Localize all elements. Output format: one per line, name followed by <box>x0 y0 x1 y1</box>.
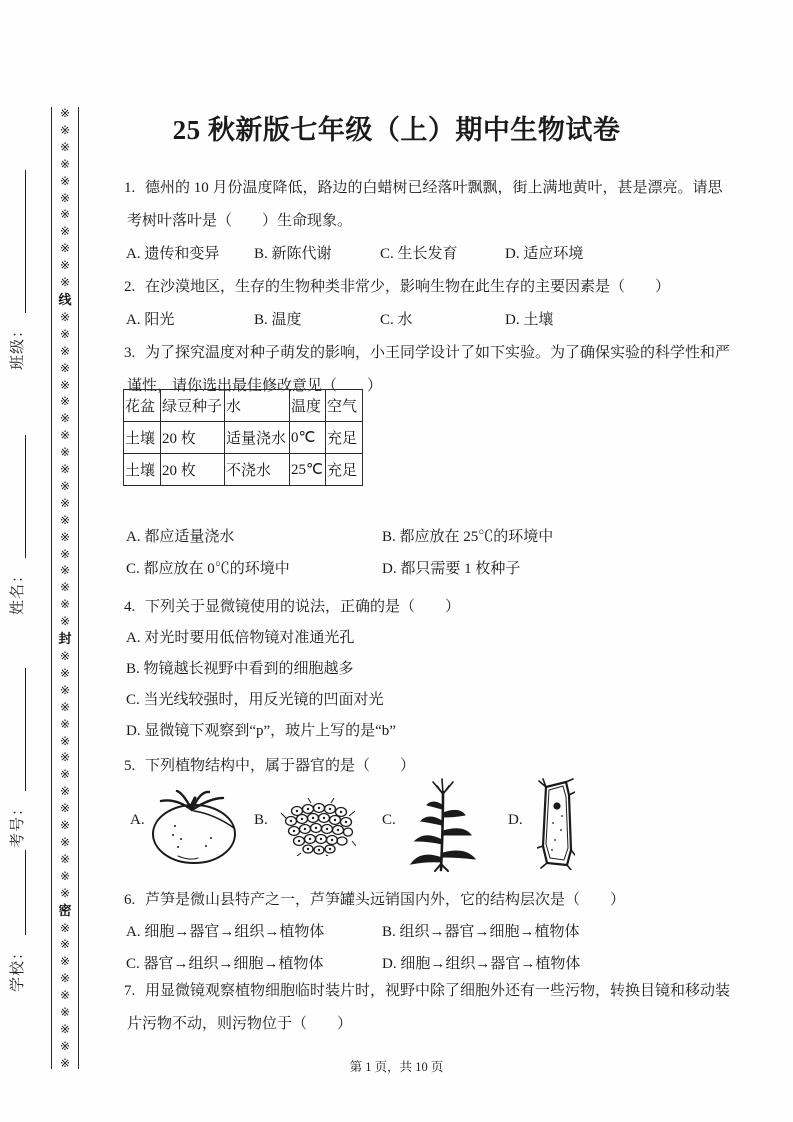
question-5-text: 下列植物结构中，属于器官的是（ ） <box>145 758 416 774</box>
question-1-number: 1. <box>124 180 136 196</box>
seal-symbol: ※ <box>59 733 71 748</box>
class-field <box>4 170 28 370</box>
question-3-options-row-2 <box>123 553 700 585</box>
seal-symbol: ※ <box>59 818 71 833</box>
question-4-line-1 <box>123 592 700 623</box>
seal-symbol: ※ <box>59 275 71 290</box>
seal-symbol: ※ <box>59 495 71 510</box>
exam-number-field-inner <box>4 668 28 848</box>
question-7-line-1 <box>123 975 731 1008</box>
question-6-option-a: A. 细胞→器官→组织→植物体 <box>126 924 325 940</box>
question-6-option-b: B. 组织→器官→细胞→植物体 <box>382 924 580 940</box>
question-3-line-2: 谨性，请你选出最佳修改意见（ ） <box>127 378 383 394</box>
question-3-line-1 <box>123 337 731 370</box>
question-2-number: 2. <box>124 279 136 295</box>
seal-symbol: ※ <box>59 920 71 935</box>
question-3-option-d: D. 都只需要 1 枚种子 <box>382 561 521 577</box>
seal-symbol: ※ <box>59 1005 71 1020</box>
question-4-text: 下列关于显微镜使用的说法，正确的是（ ） <box>145 599 461 615</box>
seal-symbol: ※ <box>59 241 71 256</box>
cell-tissue-illustration <box>281 798 356 856</box>
question-6-option-c: C. 器官→组织→细胞→植物体 <box>126 956 324 972</box>
question-1-option-d: D. 适应环境 <box>505 246 584 262</box>
seal-symbol: ※ <box>59 1055 71 1070</box>
question-3-options-row-1 <box>123 521 700 553</box>
table-cell: 适量浇水 <box>225 422 290 454</box>
seal-symbol: ※ <box>59 784 71 799</box>
question-4 <box>123 592 700 747</box>
table-cell: 土壤 <box>124 454 161 486</box>
question-7 <box>123 975 731 1041</box>
question-5-number: 5. <box>124 758 136 774</box>
table-cell: 土壤 <box>124 422 161 454</box>
tomato-fruit-illustration <box>148 786 240 866</box>
seal-symbol: ※ <box>59 580 71 595</box>
question-1-line-2: 考树叶落叶是（ ）生命现象。 <box>127 213 353 229</box>
table-header-temperature: 温度 <box>290 390 326 422</box>
question-4-option-a: A. 对光时要用低倍物镜对准通光孔 <box>126 630 355 646</box>
experiment-table-row-1 <box>124 422 363 454</box>
question-4-option-d: D. 显微镜下观察到“p”，玻片上写的是“b” <box>126 723 396 739</box>
seal-symbol: ※ <box>59 954 71 969</box>
seal-symbol: ※ <box>59 343 71 358</box>
experiment-table-row-2 <box>124 454 363 486</box>
seal-symbol: ※ <box>59 699 71 714</box>
page-number-footer: 第 1 页，共 10 页 <box>349 1060 444 1074</box>
question-5-option-b-label: B. <box>254 812 268 828</box>
question-6-option-d: D. 细胞→组织→器官→植物体 <box>382 956 581 972</box>
experiment-table <box>123 389 363 486</box>
table-cell: 不浇水 <box>225 454 290 486</box>
question-4-option-b: B. 物镜越长视野中看到的细胞越多 <box>126 661 354 677</box>
question-4-option-c: C. 当光线较强时，用反光镜的凹面对光 <box>126 692 384 708</box>
question-6 <box>123 884 700 980</box>
seal-symbol: ※ <box>59 106 71 120</box>
name-field-inner <box>4 435 28 615</box>
exam-number-label: 考号： <box>9 799 26 848</box>
question-2-option-d: D. 土壤 <box>505 312 554 328</box>
question-2-option-b: B. 温度 <box>254 312 302 328</box>
school-blank-line <box>4 850 26 935</box>
seal-symbol: ※ <box>59 971 71 986</box>
experiment-table-header-row <box>124 390 363 422</box>
question-3-option-b: B. 都应放在 25℃的环境中 <box>382 529 554 545</box>
seal-symbol: ※ <box>59 546 71 561</box>
question-3-option-c: C. 都应放在 0℃的环境中 <box>126 561 290 577</box>
seal-symbol: ※ <box>59 377 71 392</box>
question-7-text: 用显微镜观察植物细胞临时装片时，视野中除了细胞外还有一些污物，转换目镜和移动装 <box>145 983 731 999</box>
seal-character: 密 <box>58 902 72 918</box>
question-1-line-1 <box>123 172 723 205</box>
seal-symbol: ※ <box>59 224 71 239</box>
table-cell: 20 枚 <box>161 422 225 454</box>
question-1 <box>123 172 723 271</box>
table-header-seeds: 绿豆种子 <box>161 390 225 422</box>
seal-column <box>51 107 79 1069</box>
question-2-text: 在沙漠地区，生存的生物种类非常少，影响生物在此生存的主要因素是（ ） <box>145 279 671 295</box>
seal-symbol: ※ <box>59 1021 71 1036</box>
class-field-inner <box>4 170 28 370</box>
seal-symbol: ※ <box>59 512 71 527</box>
name-blank-line <box>4 435 26 558</box>
seal-symbol: ※ <box>59 801 71 816</box>
question-4-number: 4. <box>124 599 136 615</box>
seal-symbol: ※ <box>59 649 71 663</box>
question-1-option-a: A. 遗传和变异 <box>126 246 220 262</box>
question-5-image-options <box>123 776 700 874</box>
table-cell: 充足 <box>326 454 363 486</box>
question-6-number: 6. <box>124 892 136 908</box>
seal-symbol: ※ <box>59 122 71 137</box>
seal-symbol: ※ <box>59 394 71 409</box>
seal-symbol: ※ <box>59 309 71 324</box>
question-2-options <box>123 304 700 337</box>
question-7-line-2: 片污物不动，则污物位于（ ） <box>127 1016 353 1032</box>
question-5-option-c-label: C. <box>382 812 396 828</box>
question-2-option-c: C. 水 <box>380 312 413 328</box>
question-5-option-d-label: D. <box>508 812 523 828</box>
school-label: 学校： <box>9 943 26 992</box>
seal-symbol: ※ <box>59 207 71 222</box>
question-1-options <box>123 238 700 271</box>
table-cell: 0℃ <box>290 422 326 454</box>
seal-symbol: ※ <box>59 750 71 765</box>
seal-symbol: ※ <box>59 529 71 544</box>
seal-symbol: ※ <box>59 597 71 612</box>
name-field <box>4 435 28 615</box>
question-3-options <box>123 521 700 585</box>
question-3-number: 3. <box>124 345 136 361</box>
seal-symbol: ※ <box>59 326 71 341</box>
question-1-text: 德州的 10 月份温度降低，路边的白蜡树已经落叶飘飘，街上满地黄叶，甚是漂亮。请思 <box>145 180 723 196</box>
seal-symbol: ※ <box>59 868 71 883</box>
question-3-option-a: A. 都应适量浇水 <box>126 529 235 545</box>
seal-symbol: ※ <box>59 445 71 460</box>
class-label: 班级： <box>9 321 26 370</box>
table-header-water: 水 <box>225 390 290 422</box>
seal-symbol: ※ <box>59 988 71 1003</box>
question-3-text: 为了探究温度对种子萌发的影响，小王同学设计了如下实验。为了确保实验的科学性和严 <box>145 345 731 361</box>
name-label: 姓名： <box>9 566 26 615</box>
seal-symbol: ※ <box>59 258 71 273</box>
table-cell: 充足 <box>326 422 363 454</box>
question-6-options-row-1 <box>123 916 700 948</box>
plant-cell-illustration <box>537 778 575 870</box>
question-2 <box>123 271 700 337</box>
seal-symbol: ※ <box>59 1038 71 1053</box>
question-1-option-c: C. 生长发育 <box>380 246 458 262</box>
class-blank-line <box>4 170 26 313</box>
seal-symbol: ※ <box>59 173 71 188</box>
table-cell: 25℃ <box>290 454 326 486</box>
seal-symbol: ※ <box>59 937 71 952</box>
seal-symbol: ※ <box>59 885 71 900</box>
table-header-air: 空气 <box>326 390 363 422</box>
exam-number-blank-line <box>4 668 26 791</box>
seal-symbol: ※ <box>59 682 71 697</box>
seal-symbol: ※ <box>59 360 71 375</box>
question-1-option-b: B. 新陈代谢 <box>254 246 332 262</box>
question-5-option-a-label: A. <box>130 812 145 828</box>
seal-symbol: ※ <box>59 614 71 629</box>
school-field <box>4 850 28 992</box>
table-header-pot: 花盆 <box>124 390 161 422</box>
seal-symbol: ※ <box>59 139 71 154</box>
page-title: 25 秋新版七年级（上）期中生物试卷 <box>172 115 621 146</box>
seal-symbol: ※ <box>59 428 71 443</box>
question-6-line-1 <box>123 884 700 916</box>
seal-character: 封 <box>58 631 72 647</box>
seal-symbol: ※ <box>59 411 71 426</box>
question-7-number: 7. <box>124 983 136 999</box>
exam-number-field <box>4 668 28 848</box>
table-cell: 20 枚 <box>161 454 225 486</box>
seal-symbol: ※ <box>59 478 71 493</box>
seal-symbol: ※ <box>59 462 71 477</box>
seal-symbol: ※ <box>59 834 71 849</box>
seal-symbol: ※ <box>59 665 71 680</box>
question-2-line-1 <box>123 271 700 304</box>
corn-plant-illustration <box>409 778 477 872</box>
seal-symbol: ※ <box>59 851 71 866</box>
question-6-text: 芦笋是微山县特产之一，芦笋罐头远销国内外，它的结构层次是（ ） <box>145 892 626 908</box>
question-2-option-a: A. 阳光 <box>126 312 175 328</box>
seal-symbol: ※ <box>59 767 71 782</box>
seal-character: 线 <box>58 291 72 307</box>
school-field-inner <box>4 850 28 992</box>
seal-symbol: ※ <box>59 156 71 171</box>
seal-symbol: ※ <box>59 716 71 731</box>
seal-symbol: ※ <box>59 563 71 578</box>
seal-symbol: ※ <box>59 190 71 205</box>
